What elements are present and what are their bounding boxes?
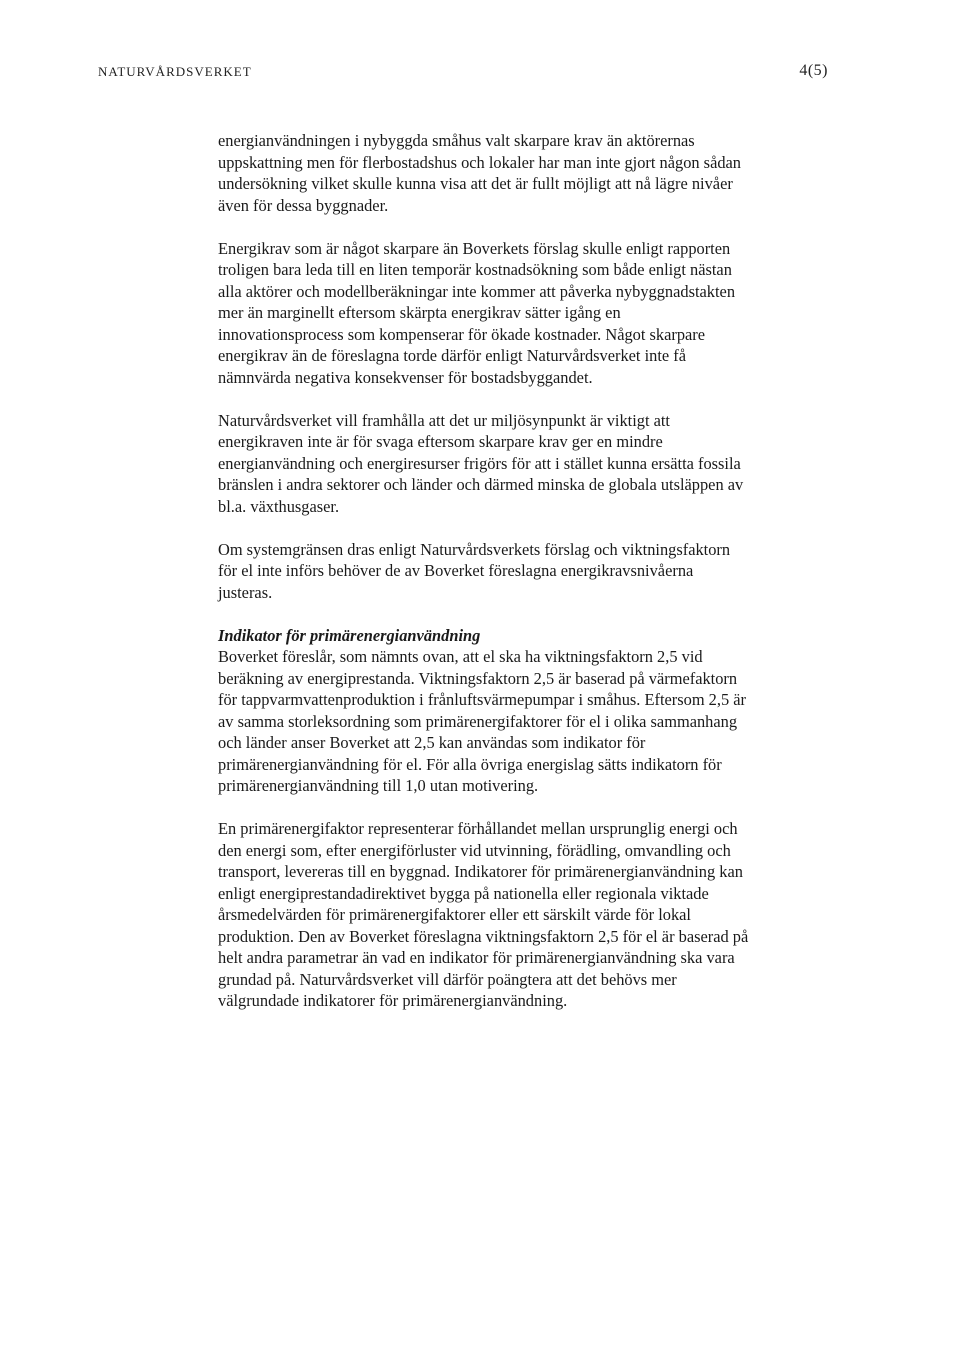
page-header xyxy=(98,64,828,84)
paragraph-5: Boverket föreslår, som nämnts ovan, att el ska ha viktningsfaktorn 2,5 vid beräkning av energiprestanda. Viktningsfaktorn 2,5 är baserad på värmefaktorn för tappvarmvattenproduktion i frånluftsvärmepumpar i småhus. Eftersom 2,5 är av samma storleksordning som primärenergifaktorer för el i olika sammanhang och länder anser Boverket att 2,5 kan användas som indikator för primärenergianvändning för el. För alla övriga energislag sätts indikatorn för primärenergianvändning till 1,0 utan motivering. xyxy=(218,647,746,795)
paragraph-3: Naturvårdsverket vill framhålla att det ur miljösynpunkt är viktigt att energikraven inte är för svaga eftersom skarpare krav ger en mindre energianvändning och energiresurser frigörs för att i stället kunna ersätta fossila bränslen i andra sektorer och länder och därmed minska de globala utsläppen av bl.a. växthusgaser. xyxy=(218,410,744,516)
paragraph-6: En primärenergifaktor representerar förhållandet mellan ursprunglig energi och den energi som, efter energiförluster vid utvinning, förädling, omvandling och transport, levereras till en byggnad. Indikatorer för primärenergianvändning kan enligt energiprestandadirektivet bygga på nationella eller regionala viktade årsmedelvärden för primärenergifaktorer eller ett särskilt värde för lokal produktion. Den av Boverket föreslagna viktningsfaktorn 2,5 för el är baserad på helt andra parametrar än vad en indikator för primärenergianvändning ska vara grundad på. Naturvårdsverket vill därför poängtera att det behövs mer välgrundade indikatorer för primärenergianvändning. xyxy=(218,819,749,1010)
paragraph-2: Energikrav som är något skarpare än Boverkets förslag skulle enligt rapporten troligen bara leda till en liten temporär kostnadsökning som både enligt nästan alla aktörer och modellberäkningar inte kommer att påverka nybyggnadstakten mer än marginellt eftersom skärpta energikrav sätter igång en innovationsprocess som kompenserar för ökade kostnader. Något skarpare energikrav än de föreslagna torde därför enligt Naturvårdsverket inte få nämnvärda negativa konsekvenser för bostadsbyggandet. xyxy=(218,238,736,387)
paragraph-1: energianvändningen i nybyggda småhus valt skarpare krav än aktörernas uppskattning men för flerbostadshus och lokaler har man inte gjort någon sådan undersökning vilket skulle kunna visa att det är fullt möjligt att nå lägre nivåer även för dessa byggnader. xyxy=(218,131,742,215)
document-body xyxy=(218,130,838,1033)
page-number: 4(5) xyxy=(799,62,828,79)
agency-name: NATURVÅRDSVERKET xyxy=(98,64,252,79)
section-heading: Indikator för primärenergianvändning xyxy=(218,625,481,645)
paragraph-4: Om systemgränsen dras enligt Naturvårdsverkets förslag och viktningsfaktorn för el inte införs behöver de av Boverket föreslagna energikravsnivåerna justeras. xyxy=(218,539,731,602)
